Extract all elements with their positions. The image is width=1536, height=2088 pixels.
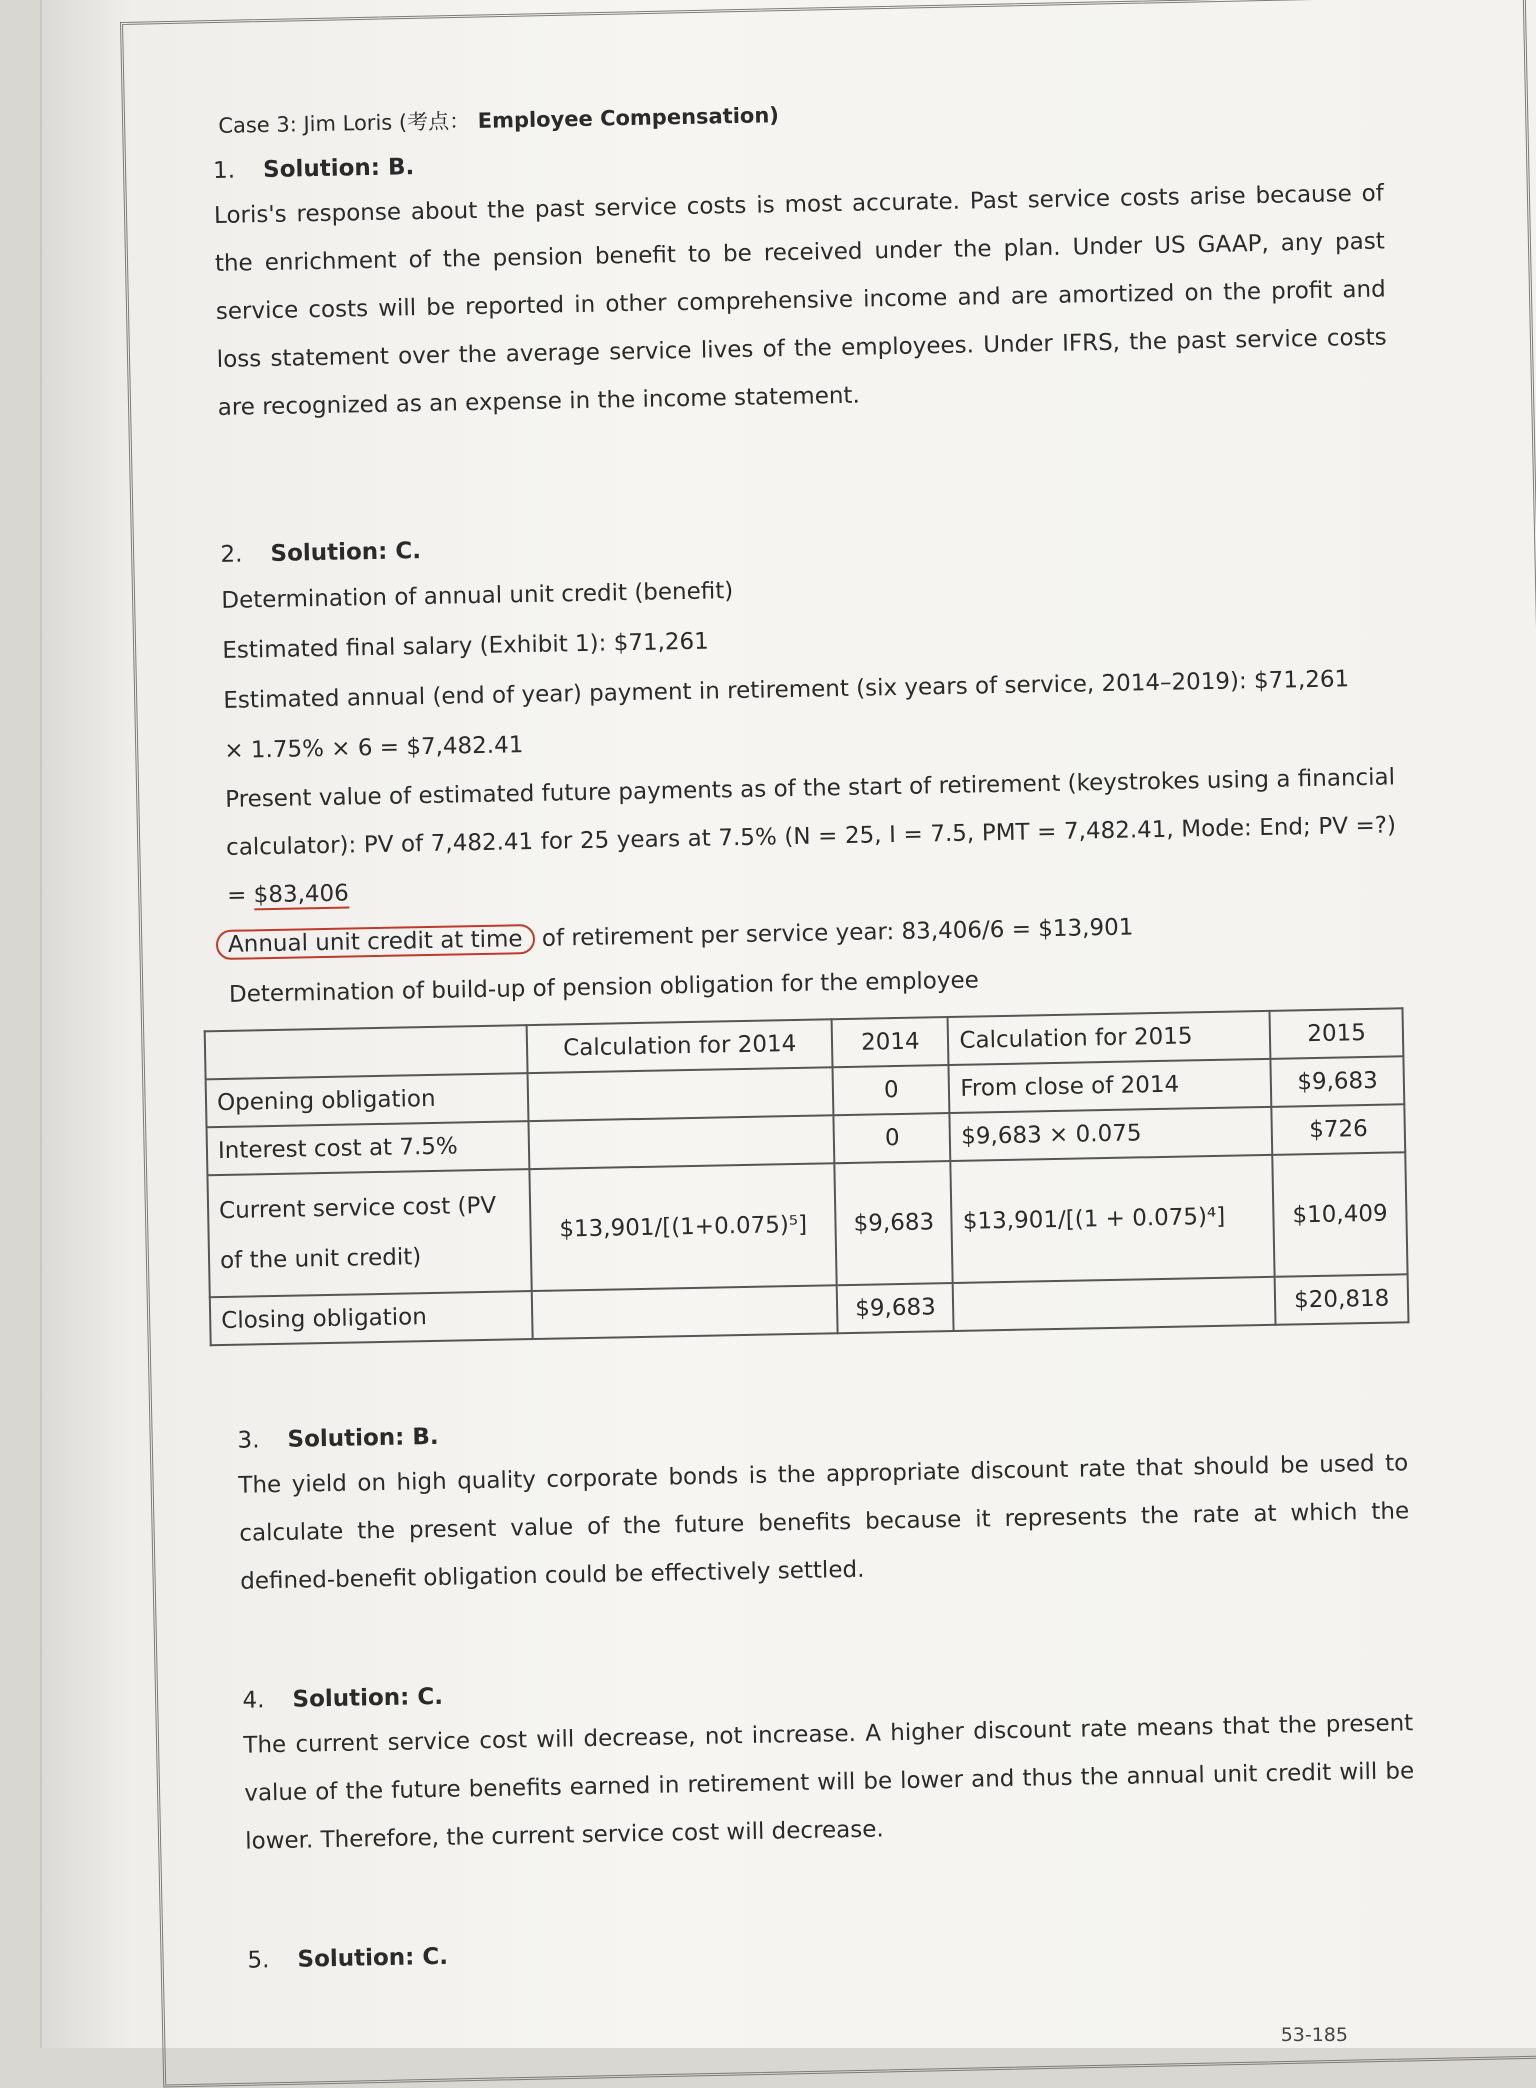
q2-line-4: × 1.75% × 6 = $7,482.41 (224, 732, 524, 764)
table-cell: $9,683 (835, 1161, 953, 1285)
table-cell: $20,818 (1275, 1274, 1409, 1325)
table-header-cell: Calculation for 2014 (527, 1019, 833, 1073)
table-cell: $9,683 × 0.075 (950, 1107, 1273, 1161)
table-cell: 0 (834, 1113, 951, 1163)
table-cell: Closing obligation (210, 1291, 533, 1345)
table-cell: $9,683 (837, 1283, 954, 1333)
q2-pv-text: Present value of estimated future payments as of the start of retirement (keystrokes using a financial calculator): PV of 7,482.41 for 25 years at 7.5% (N = 25, I = 7.5, PMT = 7,482.41, Mode: End; PV =?) = (224, 764, 1397, 909)
table-cell (532, 1285, 838, 1339)
table-header-cell: Calculation for 2015 (948, 1011, 1271, 1065)
table-cell: $9,683 (1271, 1056, 1405, 1107)
table-cell: Interest cost at 7.5% (207, 1121, 530, 1175)
table-cell: $726 (1272, 1104, 1406, 1155)
q3-number: 3. (237, 1427, 260, 1454)
table-cell (953, 1277, 1276, 1331)
q1-number: 1. (212, 157, 236, 184)
page-content (212, 88, 1418, 1982)
q4-number: 4. (242, 1687, 265, 1714)
table-cell: $13,901/[(1 + 0.075)⁴] (951, 1155, 1275, 1283)
q2-buildup-heading: Determination of build-up of pension obligation for the employee (228, 967, 980, 1008)
table-cell: 0 (833, 1065, 950, 1115)
pension-buildup-table (204, 1007, 1410, 1346)
q2-pv-result: $83,406 (253, 880, 350, 909)
q2-line-3: Estimated annual (end of year) payment in retirement (six years of service, 2014–2019): $71,261 (223, 666, 1350, 714)
table-row (207, 1152, 1407, 1297)
q2-pv-paragraph (225, 753, 1398, 919)
table-header-cell: 2015 (1270, 1008, 1404, 1059)
q2-annual-unit-rest: of retirement per service year: 83,406/6 = $13,901 (534, 914, 1134, 952)
table-cell (528, 1067, 834, 1121)
q5-number: 5. (247, 1947, 270, 1974)
q4-explanation: The current service cost will decrease, not increase. A higher discount rate means that the present value of the future benefits earned in retirement will be lower and thus the annual unit credit will be lower. Therefore, the current service cost will decrease. (243, 1710, 1415, 1855)
case-heading-topic: Employee Compensation) (477, 103, 780, 133)
q1-explanation: Loris's response about the past service costs is most accurate. Past service costs arise because of the enrichment of the pension benefit to be received under the plan. Under US GAAP, any past service costs will be reported in other comprehensive income and are amortized on the profit and loss statement over the average service lives of the employees. Under IFRS, the past service costs are recognized as an expense in the income statement. (213, 180, 1387, 421)
q2-solution: Solution: C. (270, 538, 422, 567)
table-cell: From close of 2014 (949, 1059, 1272, 1113)
q2-number: 2. (220, 541, 243, 568)
table-cell: $13,901/[(1+0.075)⁵] (529, 1163, 837, 1291)
table-cell (528, 1115, 834, 1169)
book-page (40, 0, 1536, 2048)
q1-solution: Solution: B. (262, 154, 415, 184)
q2-annual-unit-circled: Annual unit credit at time (216, 924, 535, 960)
q4-solution: Solution: C. (292, 1683, 444, 1713)
page-number: 53-185 (1280, 2024, 1348, 2046)
table-cell: Opening obligation (206, 1073, 529, 1127)
table-cell: $10,409 (1273, 1152, 1408, 1277)
table-cell: Current service cost (PV of the unit credit) (207, 1169, 531, 1297)
table-header-cell: 2014 (832, 1017, 949, 1067)
q2-line-2: Estimated final salary (Exhibit 1): $71,261 (222, 628, 710, 664)
q3-solution: Solution: B. (287, 1423, 439, 1453)
case-heading-prefix: Case 3: Jim Loris (考点： (218, 109, 471, 138)
q2-line-1: Determination of annual unit credit (benefit) (221, 578, 734, 614)
q3-explanation: The yield on high quality corporate bonds is the appropriate discount rate that should be used to calculate the present value of the future benefits because it represents the rate at which the defined-benefit obligation could be effectively settled. (238, 1450, 1410, 1595)
q5-solution: Solution: C. (297, 1943, 449, 1973)
table-header-cell (205, 1025, 528, 1079)
